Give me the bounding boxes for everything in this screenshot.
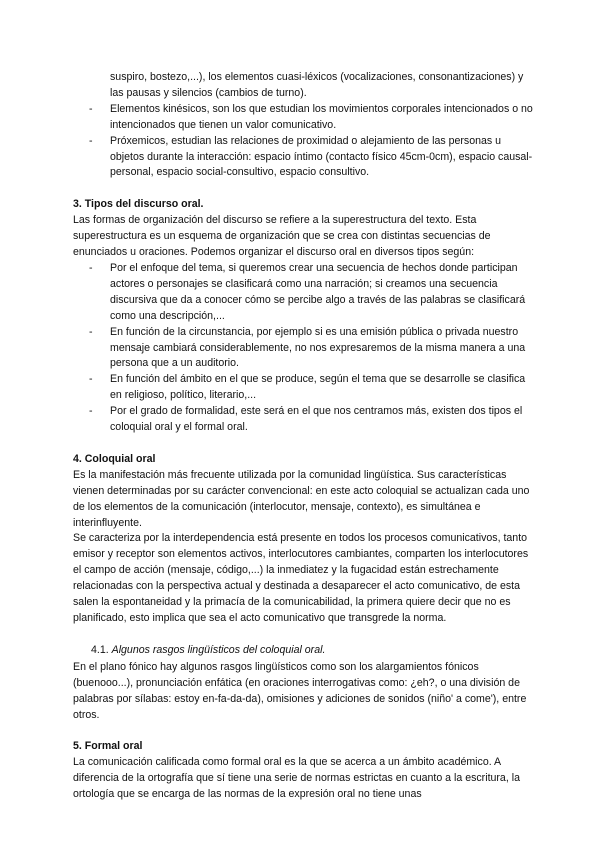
dash-bullet: - [89,405,93,418]
top-bullet-list [73,102,533,182]
list-item [73,134,533,182]
section-3-list [73,261,533,436]
subsection-4-1-heading [91,643,533,659]
list-item-text: En función de la circunstancia, por ejemplo si es una emisión pública o privada nuestro mensaje cambiará considerablemente, no nos expresaremos de la misma manera a una persona que a un auditorio. [110,325,526,370]
list-item [73,404,533,436]
section-3-heading: 3. Tipos del discurso oral. [73,198,204,211]
dash-bullet: - [89,325,93,338]
section-5-paragraph-1: La comunicación calificada como formal oral es la que se acerca a un ámbito académico. A diferencia de la ortografía que sí tiene una serie de normas estrictas en cuanto a la escritura, la ortología que se encarga de las normas de la expresión oral no tiene unas [73,756,520,801]
dash-bullet: - [89,373,93,386]
section-5-heading: 5. Formal oral [73,740,143,753]
section-4-heading: 4. Coloquial oral [73,452,156,465]
section-3-intro: Las formas de organización del discurso se refiere a la superestructura del texto. Esta superestructura es un esquema de organización que se crea con distintas secuencias de enunciados u oraciones. Podemos organizar el discurso oral en diversos tipos según: [73,214,491,259]
dash-bullet: - [89,261,93,274]
section-4-paragraph-3: En el plano fónico hay algunos rasgos lingüísticos como son los alargamientos fónicos (buenooo...), pronunciación enfática (en oraciones interrogativas como: ¿eh?, o una división de palabras por sílabas: estoy en-fa-da-da), omisiones y adiciones de sonidos (niño' a come'), entre otros. [73,660,527,721]
list-item-text: En función del ámbito en el que se produce, según el tema que se desarrolle se clasifica en religioso, político, literario,... [110,373,526,402]
list-item-text: Por el grado de formalidad, este será en el que nos centramos más, existen dos tipos el coloquial oral y el formal oral. [110,405,523,434]
continuation-text: suspiro, bostezo,...), los elementos cuasi-léxicos (vocalizaciones, consonantizaciones) y las pausas y silencios (cambios de turno). [110,71,524,99]
dash-bullet: - [89,134,93,147]
list-item [73,102,533,134]
list-item [73,325,533,373]
subsection-number: 4.1. [91,643,109,656]
document-body [73,70,533,803]
dash-bullet: - [89,102,93,115]
list-item-text: Próxemicos, estudian las relaciones de proximidad o alejamiento de las personas u objetos durante la interacción: espacio íntimo (contacto físico 45cm-0cm), espacio causal-personal, espacio social-consultivo, espacio consultivo. [110,134,533,179]
list-item-text: Elementos kinésicos, son los que estudian los movimientos corporales intencionados o no intencionados que tienen un valor comunicativo. [110,102,533,131]
section-4-paragraph-2: Se caracteriza por la interdependencia está presente en todos los procesos comunicativos, tanto emisor y receptor son elementos activos, interlocutores cambiantes, comparten los interlocutores el campo de acción (mensaje, código,...) la inmediatez y la fugacidad están estrechamente relacionadas con la perspectiva actual y destinada a desaparecer el acto comunicativo, de esta salen la espontaneidad y la primacía de la comunicabilidad, la primera quiere decir que no es planificado, esto implica que sea el acto comunicativo que transgrede la norma. [73,532,529,624]
subsection-title: Algunos rasgos lingüísticos del coloquial oral. [111,643,326,656]
section-4-paragraph-1: Es la manifestación más frecuente utilizada por la comunidad lingüística. Sus características vienen determinadas por su carácter convencional: en este acto coloquial se actualizan cada uno de los elementos de la comunicación (interlocutor, mensaje, contexto), es simultánea e interinfluyente. [73,468,530,529]
list-item [73,261,533,325]
list-item-text: Por el enfoque del tema, si queremos crear una secuencia de hechos donde participan actores o personajes se clasificará como una narración; si creamos una secuencia discursiva que da a conocer cómo se percibe algo a través de las palabras se clasificará como una descripción,... [110,261,526,322]
list-item [73,372,533,404]
